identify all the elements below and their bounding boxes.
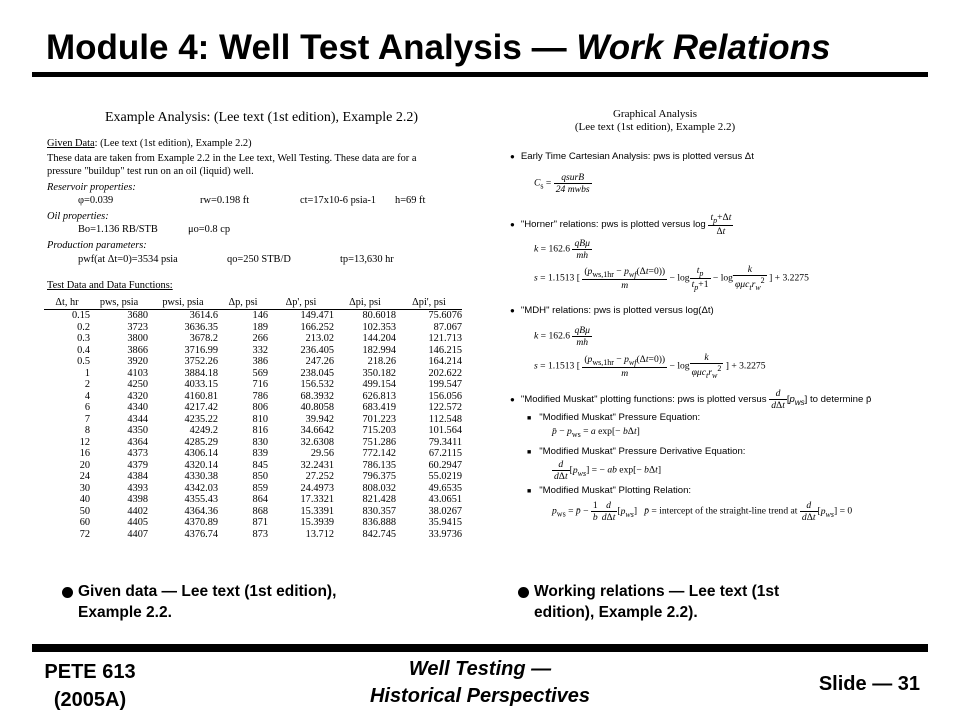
course-line-2: (2005A) — [53, 689, 127, 711]
table-cell: 0.3 — [77, 333, 90, 345]
table-cell: 4285.29 — [184, 436, 218, 448]
table-cell: 1 — [84, 367, 90, 379]
table-row — [44, 391, 462, 403]
table-cell: 156.056 — [428, 390, 462, 402]
table-cell: 821.428 — [362, 494, 396, 506]
table-cell: 4235.22 — [184, 413, 218, 425]
table-cell: 68.3932 — [300, 390, 334, 402]
mdh-s-addend: + 3.2275 — [731, 360, 766, 372]
table-cell: 12 — [79, 436, 90, 448]
table-cell: 2 — [84, 379, 90, 391]
muskat-pressure-equation: p̄ − $p_{ws} = a$ exp[− bΔt] — [552, 426, 640, 439]
table-cell: 8 — [84, 425, 90, 437]
muskat-plot-equation: $p_{ws}$ = p̄ − $\frac{1}{b}$ $\frac{d}{\text{dΔt}}$ $[p_{ws}]$ p̄ = intercept of the straight-line trend at $\frac{d}{\text{dΔt}}$ $[p_{ws}] = 0$ — [552, 500, 853, 523]
table-cell: 4373 — [127, 448, 148, 460]
table-cell: 0.5 — [77, 356, 90, 368]
table-cell: 4405 — [127, 517, 148, 529]
description-line-1: These data are taken from Example 2.2 in the Lee text, Well Testing. These data are for a — [47, 153, 417, 164]
muskat-derivative-item: ■ "Modified Muskat" Pressure Derivative Equation: — [527, 446, 745, 457]
table-cell: 4376.74 — [184, 528, 218, 540]
table-cell: 40 — [79, 494, 90, 506]
reservoir-label: Reservoir properties: — [47, 182, 136, 193]
mdh-k-constant: 162.6 — [548, 330, 571, 342]
table-cell: 4330.38 — [184, 471, 218, 483]
oil-label: Oil properties: — [47, 211, 109, 222]
footer-center-title — [340, 656, 620, 710]
table-cell: 842.745 — [362, 528, 396, 540]
production-label: Production parameters: — [47, 240, 147, 251]
table-cell: 796.375 — [362, 471, 396, 483]
table-cell: 751.286 — [362, 436, 396, 448]
table-cell: 189 — [252, 321, 268, 333]
production-pwf: pwf(at Δt=0)=3534 psia — [78, 254, 178, 265]
table-cell: 701.223 — [362, 413, 396, 425]
table-cell: 350.182 — [362, 367, 396, 379]
bullet-dot-icon — [518, 587, 529, 598]
cs-equation: $C_s$ = $\frac{\text{qsurB}}{\text{24 mwbs}}$ — [534, 172, 590, 195]
table-cell: 146.215 — [428, 344, 462, 356]
table-cell: 13.712 — [305, 528, 334, 540]
table-cell: 332 — [252, 344, 268, 356]
table-cell: 810 — [252, 413, 268, 425]
table-row — [44, 333, 462, 345]
table-row — [44, 448, 462, 460]
right-bullet — [534, 581, 779, 623]
table-label: Test Data and Data Functions: — [47, 280, 173, 291]
table-cell: 4249.2 — [189, 425, 218, 437]
table-header: Δt, hr — [44, 296, 90, 310]
table-cell: 247.26 — [305, 356, 334, 368]
reservoir-ct: ct=17x10-6 psia-1 — [300, 195, 376, 206]
table-cell: 4250 — [127, 379, 148, 391]
table-cell: 17.3321 — [300, 494, 334, 506]
reservoir-porosity: φ=0.039 — [78, 195, 114, 206]
table-cell: 35.9415 — [428, 517, 462, 529]
table-cell: 4407 — [127, 528, 148, 540]
table-cell: 0.15 — [71, 310, 90, 322]
left-bullet-line-1: Given data — Lee text (1st edition), — [78, 583, 337, 600]
table-cell: 839 — [252, 448, 268, 460]
horner-item: ● "Horner" relations: pws is plotted versus log $\frac{t_p+\Delta t}{\Delta t}$ — [510, 212, 733, 237]
table-cell: 199.547 — [428, 379, 462, 391]
table-cell: 24.4973 — [300, 482, 334, 494]
table-header: pws, psia — [90, 296, 148, 310]
table-cell: 4320 — [127, 390, 148, 402]
graphical-title-line-2: (Lee text (1st edition), Example 2.2) — [574, 120, 736, 133]
footer-center-line-2: Historical Perspectives — [369, 685, 591, 707]
given-data-text: : (Lee text (1st edition), Example 2.2) — [94, 138, 252, 149]
table-row — [44, 460, 462, 472]
table-cell: 87.067 — [433, 321, 462, 333]
course-label — [30, 658, 150, 714]
table-cell: 202.622 — [428, 367, 462, 379]
table-cell: 806 — [252, 402, 268, 414]
course-line-1: PETE 613 — [44, 661, 136, 683]
table-cell: 49.6535 — [428, 482, 462, 494]
table-cell: 27.252 — [305, 471, 334, 483]
table-header: pwsi, psia — [148, 296, 218, 310]
table-cell: 80.6018 — [362, 310, 396, 322]
table-cell: 786.135 — [362, 459, 396, 471]
table-cell: 40.8058 — [300, 402, 334, 414]
table-cell: 7 — [84, 413, 90, 425]
table-cell: 716 — [252, 379, 268, 391]
table-cell: 39.942 — [305, 413, 334, 425]
table-cell: 4350 — [127, 425, 148, 437]
table-header: Δpi, psi — [334, 296, 396, 310]
table-cell: 868 — [252, 505, 268, 517]
table-cell: 4103 — [127, 367, 148, 379]
table-cell: 146 — [252, 310, 268, 322]
table-cell: 0.4 — [77, 344, 90, 356]
table-cell: 29.56 — [310, 448, 334, 460]
table-row — [44, 494, 462, 506]
production-qo: qo=250 STB/D — [227, 254, 291, 265]
table-cell: 50 — [79, 505, 90, 517]
muskat-item: ● "Modified Muskat" plotting functions: pws is plotted versus $\frac{d}{\text{dΔt}}$ $[p_{ws}]$ to determine p̄ — [510, 388, 871, 411]
reservoir-rw: rw=0.198 ft — [200, 195, 250, 206]
table-cell: 75.6076 — [428, 310, 462, 322]
table-cell: 33.9736 — [428, 528, 462, 540]
table-cell: 4355.43 — [184, 494, 218, 506]
slide-title — [46, 28, 830, 68]
table-cell: 38.0267 — [428, 505, 462, 517]
table-cell: 24 — [79, 471, 90, 483]
table-cell: 4364.36 — [184, 505, 218, 517]
table-cell: 3884.18 — [184, 367, 218, 379]
graphical-title-line-1: Graphical Analysis — [612, 108, 697, 120]
table-row — [44, 529, 462, 541]
table-row — [44, 402, 462, 414]
table-cell: 836.888 — [362, 517, 396, 529]
cs-denominator: 24 mwbs — [555, 184, 590, 195]
table-cell: 3678.2 — [189, 333, 218, 345]
muskat-tail: to determine p̄ — [810, 394, 872, 406]
table-cell: 683.419 — [362, 402, 396, 414]
reservoir-h: h=69 ft — [395, 195, 426, 206]
table-cell: 60.2947 — [428, 459, 462, 471]
table-row — [44, 437, 462, 449]
table-cell: 43.0651 — [428, 494, 462, 506]
table-cell: 4370.89 — [184, 517, 218, 529]
oil-mu: μo=0.8 cp — [188, 224, 231, 235]
table-row — [44, 483, 462, 495]
given-data-label: Given Data — [47, 138, 95, 149]
table-cell: 15.3391 — [300, 505, 334, 517]
table-row — [44, 425, 462, 437]
table-cell: 238.045 — [300, 367, 334, 379]
muskat-plot-item: ■ "Modified Muskat" Plotting Relation: — [527, 485, 691, 496]
table-cell: 67.2115 — [428, 448, 462, 460]
table-cell: 236.405 — [300, 344, 334, 356]
cs-numerator: qsurB — [554, 172, 592, 184]
horner-s-equation: s = 1.1513 [ $\frac{(p_{ws,1hr} - p_{wf}(\Delta t=0))}{m}$ − log $\frac{t_p}{t_p+1}$ − log $\frac{k}{\varphi\mu c_tr_w^2}$ ] + 3.2275 — [534, 264, 809, 293]
muskat-pressure-item: ■ "Modified Muskat" Pressure Equation: — [527, 412, 700, 423]
footer-rule — [32, 644, 928, 652]
table-row — [44, 379, 462, 391]
title-rule — [32, 72, 928, 77]
mdh-s-constant: 1.1513 — [547, 360, 575, 372]
table-cell: 213.02 — [305, 333, 334, 345]
slide-number: Slide — 31 — [818, 673, 920, 695]
oil-bo: Bo=1.136 RB/STB — [78, 224, 158, 235]
table-cell: 79.3411 — [428, 436, 462, 448]
table-cell: 850 — [252, 471, 268, 483]
table-row — [44, 471, 462, 483]
mdh-k-equation: k = 162.6 $\frac{\text{qBμ}}{mh}$ — [534, 325, 590, 348]
test-data-table — [44, 296, 462, 540]
table-cell: 386 — [252, 356, 268, 368]
table-cell: 182.994 — [362, 344, 396, 356]
table-cell: 3920 — [127, 356, 148, 368]
table-cell: 4384 — [127, 471, 148, 483]
table-cell: 871 — [252, 517, 268, 529]
table-cell: 4 — [84, 390, 90, 402]
muskat-derivative-equation: $\frac{d}{\text{dΔt}}$ $[p_{ws}]$ = − ab exp[− bΔt] — [554, 459, 662, 482]
table-cell: 4340 — [127, 402, 148, 414]
table-cell: 4393 — [127, 482, 148, 494]
table-cell: 859 — [252, 482, 268, 494]
table-row — [44, 322, 462, 334]
horner-k-equation: k = 162.6 $\frac{\text{qBμ}}{mh}$ — [534, 238, 590, 261]
table-row — [44, 345, 462, 357]
table-cell: 4217.42 — [184, 402, 218, 414]
table-cell: 149.471 — [300, 310, 334, 322]
table-cell: 3680 — [127, 310, 148, 322]
cartesian-item: ● Early Time Cartesian Analysis: pws is plotted versus Δt — [510, 151, 754, 162]
table-row — [44, 356, 462, 368]
table-row — [44, 368, 462, 380]
table-cell: 830.357 — [362, 505, 396, 517]
graphical-title — [560, 108, 750, 133]
table-cell: 873 — [252, 528, 268, 540]
horner-k-constant: 162.6 — [548, 243, 571, 255]
horner-s-constant: 1.1513 — [547, 272, 575, 284]
bullet-dot-icon — [62, 587, 73, 598]
table-cell: 4342.03 — [184, 482, 218, 494]
mdh-s-equation: s = 1.1513 [ $\frac{(p_{ws,1hr} - p_{wf}(\Delta t=0))}{m}$ − log $\frac{k}{\varphi\mu c_tr_w^2}$ ] + 3.2275 — [534, 352, 766, 381]
table-cell: 3614.6 — [189, 310, 218, 322]
table-cell: 569 — [252, 367, 268, 379]
table-cell: 3752.26 — [184, 356, 218, 368]
table-cell: 864 — [252, 494, 268, 506]
table-cell: 626.813 — [362, 390, 396, 402]
table-header: Δpi', psi — [396, 296, 462, 310]
table-header: Δp, psi — [218, 296, 268, 310]
table-cell: 715.203 — [362, 425, 396, 437]
table-cell: 4320.14 — [184, 459, 218, 471]
table-cell: 3800 — [127, 333, 148, 345]
table-cell: 772.142 — [362, 448, 396, 460]
table-header: Δp', psi — [268, 296, 334, 310]
table-cell: 786 — [252, 390, 268, 402]
table-cell: 55.0219 — [428, 471, 462, 483]
footer-center-line-1: Well Testing — — [408, 658, 552, 680]
given-data-line — [47, 138, 252, 151]
description-line-2: pressure "buildup" test run on an oil (liquid) well. — [47, 166, 254, 177]
table-row — [44, 506, 462, 518]
horner-s-addend: + 3.2275 — [774, 272, 809, 284]
table-cell: 102.353 — [362, 321, 396, 333]
table-cell: 218.26 — [367, 356, 396, 368]
table-cell: 4344 — [127, 413, 148, 425]
table-cell: 816 — [252, 425, 268, 437]
table-cell: 20 — [79, 459, 90, 471]
table-cell: 4379 — [127, 459, 148, 471]
table-cell: 845 — [252, 459, 268, 471]
slide-title-italic: Work Relations — [576, 28, 831, 67]
table-cell: 808.032 — [362, 482, 396, 494]
table-cell: 15.3939 — [300, 517, 334, 529]
table-cell: 3866 — [127, 344, 148, 356]
table-cell: 32.2431 — [300, 459, 334, 471]
left-bullet-line-2: Example 2.2. — [78, 604, 172, 621]
example-heading: Example Analysis: (Lee text (1st edition), Example 2.2) — [105, 110, 418, 125]
table-cell: 499.154 — [362, 379, 396, 391]
table-cell: 166.252 — [300, 321, 334, 333]
table-cell: 72 — [79, 528, 90, 540]
table-cell: 830 — [252, 436, 268, 448]
intercept-text: = intercept of the straight-line trend at — [651, 505, 798, 517]
table-row — [44, 310, 462, 322]
table-cell: 122.572 — [428, 402, 462, 414]
table-cell: 266 — [252, 333, 268, 345]
table-cell: 4398 — [127, 494, 148, 506]
table-cell: 101.564 — [428, 425, 462, 437]
table-cell: 4160.81 — [184, 390, 218, 402]
right-bullet-line-1: Working relations — Lee text (1st — [534, 583, 780, 600]
muskat-text: "Modified Muskat" plotting functions: pws is plotted versus — [520, 394, 767, 406]
table-cell: 4364 — [127, 436, 148, 448]
table-cell: 112.548 — [428, 413, 462, 425]
table-cell: 34.6642 — [300, 425, 334, 437]
horner-text: "Horner" relations: pws is plotted versus log — [520, 218, 706, 230]
table-row — [44, 414, 462, 426]
table-cell: 3723 — [127, 321, 148, 333]
table-cell: 4033.15 — [184, 379, 218, 391]
table-cell: 4402 — [127, 505, 148, 517]
table-cell: 164.214 — [428, 356, 462, 368]
table-cell: 6 — [84, 402, 90, 414]
table-cell: 30 — [79, 482, 90, 494]
left-bullet — [78, 581, 336, 623]
table-cell: 3636.35 — [184, 321, 218, 333]
table-cell: 144.204 — [362, 333, 396, 345]
production-tp: tp=13,630 hr — [340, 254, 394, 265]
table-cell: 3716.99 — [184, 344, 218, 356]
slide-title-main: Module 4: Well Test Analysis — — [46, 28, 577, 67]
table-cell: 60 — [79, 517, 90, 529]
table-header-row — [44, 296, 462, 310]
mdh-item: ● "MDH" relations: pws is plotted versus log(Δt) — [510, 305, 714, 316]
table-row — [44, 517, 462, 529]
table-cell: 0.2 — [77, 321, 90, 333]
table-cell: 4306.14 — [184, 448, 218, 460]
table-cell: 32.6308 — [300, 436, 334, 448]
table-cell: 121.713 — [428, 333, 462, 345]
right-bullet-line-2: edition), Example 2.2). — [534, 604, 698, 621]
table-cell: 16 — [79, 448, 90, 460]
table-cell: 156.532 — [300, 379, 334, 391]
